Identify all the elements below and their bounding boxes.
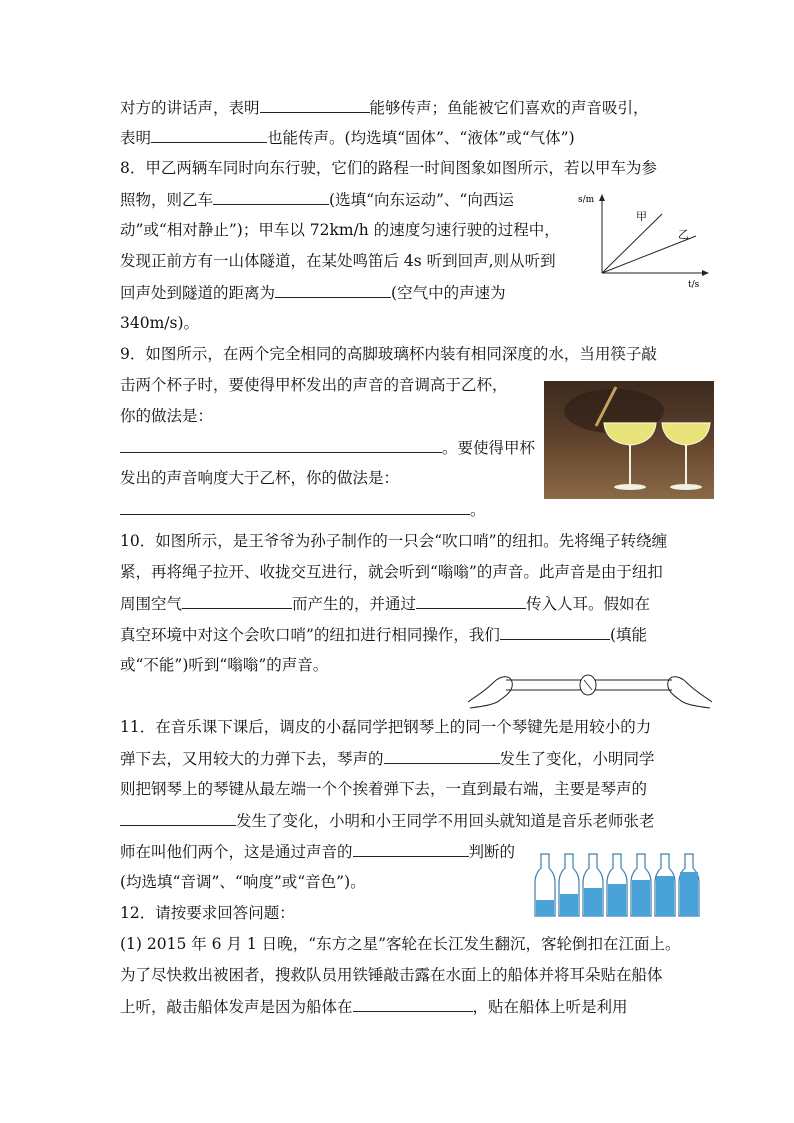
text: (选填“向东运动”、“向西运 <box>329 191 514 209</box>
text: (填能 <box>609 626 647 644</box>
line-a <box>602 214 662 273</box>
button-whistle-illustration <box>466 656 714 716</box>
text: 周围空气 <box>120 595 183 613</box>
x-axis-label: t/s <box>688 280 700 290</box>
line-a-label: 甲 <box>636 210 647 223</box>
text: 12．请按要求回答问题： <box>120 904 295 922</box>
text: (空气中的声速为 <box>391 284 506 302</box>
glasses-illustration <box>544 381 714 499</box>
glass-left-base <box>614 484 646 490</box>
bottle-5 <box>631 854 651 916</box>
left-hand <box>468 677 512 708</box>
line-b-label: 乙 <box>678 228 689 241</box>
question-8-line <box>120 188 514 211</box>
text-line <box>120 126 575 149</box>
bottle-7 <box>679 854 699 916</box>
text: 。 <box>470 501 486 519</box>
y-axis-label: s/m <box>578 195 595 205</box>
question-11-line <box>120 778 647 800</box>
wine-glasses-photo <box>544 381 714 499</box>
question-10-line <box>120 530 667 552</box>
answer-blank[interactable] <box>260 96 370 113</box>
text: 或“不能”)听到“嗡嗡”的声音。 <box>120 656 329 674</box>
text: 上听，敲击船体发声是因为船体在 <box>120 998 353 1016</box>
question-11-line <box>120 809 655 832</box>
glass-left-bowl <box>604 423 656 445</box>
text: 弹下去，又用较大的力弹下去，琴声的 <box>120 750 384 768</box>
glass-right-base <box>670 484 702 490</box>
bottles-illustration <box>534 850 714 920</box>
question-8-line <box>120 281 506 304</box>
answer-blank[interactable] <box>353 840 469 857</box>
bottle-3 <box>583 854 603 916</box>
question-9-line <box>120 343 657 365</box>
text: 。要使得甲杯 <box>442 439 536 457</box>
answer-blank[interactable] <box>182 592 292 609</box>
answer-blank[interactable] <box>384 747 500 764</box>
question-9-line <box>120 405 213 427</box>
glass-right-bowl <box>662 423 710 445</box>
text: 发生了变化，小明和小王同学不用回头就知道是音乐老师张老 <box>236 812 655 830</box>
text: 9．如图所示，在两个完全相同的高脚玻璃杯内装有相同深度的水，当用筷子敲 <box>120 345 657 363</box>
text: 紧，再将绳子拉开、收拢交互进行，就会听到“嗡嗡”的声音。此声音是由于纽扣 <box>120 563 663 581</box>
question-11-line <box>120 840 515 863</box>
answer-blank[interactable] <box>120 498 470 515</box>
text: 你的做法是： <box>120 407 214 425</box>
text: ，贴在船体上听是利用 <box>472 998 628 1016</box>
question-8-line <box>120 250 556 272</box>
answer-blank[interactable] <box>120 809 236 826</box>
text: 击两个杯子时，要使得甲杯发出的声音的音调高于乙杯， <box>120 376 508 394</box>
text: 发出的声音响度大于乙杯，你的做法是： <box>120 469 400 487</box>
question-9-line <box>120 374 508 396</box>
question-12-line <box>120 995 628 1018</box>
question-12-line <box>120 933 681 955</box>
question-11-line <box>120 716 651 738</box>
text: 表明 <box>120 129 152 147</box>
text: 照物，则乙车 <box>120 191 214 209</box>
text: 对方的讲话声，表明 <box>120 99 260 117</box>
bottle-4 <box>607 854 627 916</box>
question-10-line <box>120 592 650 615</box>
bottle-6 <box>655 854 675 916</box>
question-11-line <box>120 747 655 770</box>
text: 则把钢琴上的琴键从最左端一个个挨着弹下去，一直到最右端，主要是琴声的 <box>120 780 648 798</box>
question-10-line <box>120 623 647 646</box>
text: 发现正前方有一山体隧道，在某处鸣笛后 4s 听到回声,则从听到 <box>120 252 556 270</box>
y-axis-arrow <box>599 194 605 201</box>
question-9-line <box>120 436 535 459</box>
x-axis-arrow <box>702 270 709 276</box>
text: 传入人耳。假如在 <box>526 595 651 613</box>
right-hand <box>668 677 712 708</box>
text: 340m/s)。 <box>120 314 200 332</box>
answer-blank[interactable] <box>416 592 526 609</box>
text: 发生了变化，小明同学 <box>499 750 655 768</box>
text: 真空环境中对这个会吹口哨”的纽扣进行相同操作，我们 <box>120 626 500 644</box>
text: 回声处到隧道的距离为 <box>120 284 276 302</box>
text: 而产生的，并通过 <box>292 595 417 613</box>
text: 11．在音乐课下课后，调皮的小磊同学把钢琴上的同一个琴键先是用较小的力 <box>120 718 652 736</box>
text: 也能传声。(均选填“固体”、“液体”或“气体”) <box>267 129 575 147</box>
answer-blank[interactable] <box>353 995 473 1012</box>
text: 为了尽快救出被困者，搜救队员用铁锤敲击露在水面上的船体并将耳朵贴在船体 <box>120 966 663 984</box>
text-line <box>120 96 649 119</box>
question-9-line <box>120 498 486 521</box>
text: 动”或“相对静止”)；甲车以 72km/h 的速度匀速行驶的过程中， <box>120 221 560 239</box>
answer-blank[interactable] <box>120 436 442 453</box>
question-11-line <box>120 871 366 893</box>
bottle-1 <box>535 854 555 916</box>
text: 10．如图所示，是王爷爷为孙子制作的一只会“吹口哨”的纽扣。先将绳子转绕缠 <box>120 532 668 550</box>
text: 判断的 <box>468 843 516 861</box>
answer-blank[interactable] <box>151 126 267 143</box>
answer-blank[interactable] <box>213 188 329 205</box>
question-8-line <box>120 219 560 241</box>
answer-blank[interactable] <box>500 623 610 640</box>
text: (1) 2015 年 6 月 1 日晚，“东方之星”客轮在长江发生翻沉，客轮倒扣在江面上。 <box>120 935 681 953</box>
question-9-line <box>120 467 399 489</box>
text: (均选填“音调”、“响度”或“音色”)。 <box>120 873 366 891</box>
question-8-line <box>120 157 657 179</box>
question-10-line <box>120 654 328 676</box>
answer-blank[interactable] <box>275 281 391 298</box>
question-12-line <box>120 902 295 924</box>
question-10-line <box>120 561 663 583</box>
question-8-line <box>120 312 199 334</box>
bottle-2 <box>559 854 579 916</box>
question-12-line <box>120 964 663 986</box>
text: 8．甲乙两辆车同时向东行驶，它们的路程一时间图象如图所示，若以甲车为参 <box>120 159 657 177</box>
text: 师在叫他们两个，这是通过声音的 <box>120 843 353 861</box>
text: 能够传声；鱼能被它们喜欢的声音吸引， <box>369 99 649 117</box>
line-b <box>602 236 696 273</box>
distance-time-graph <box>572 190 712 290</box>
